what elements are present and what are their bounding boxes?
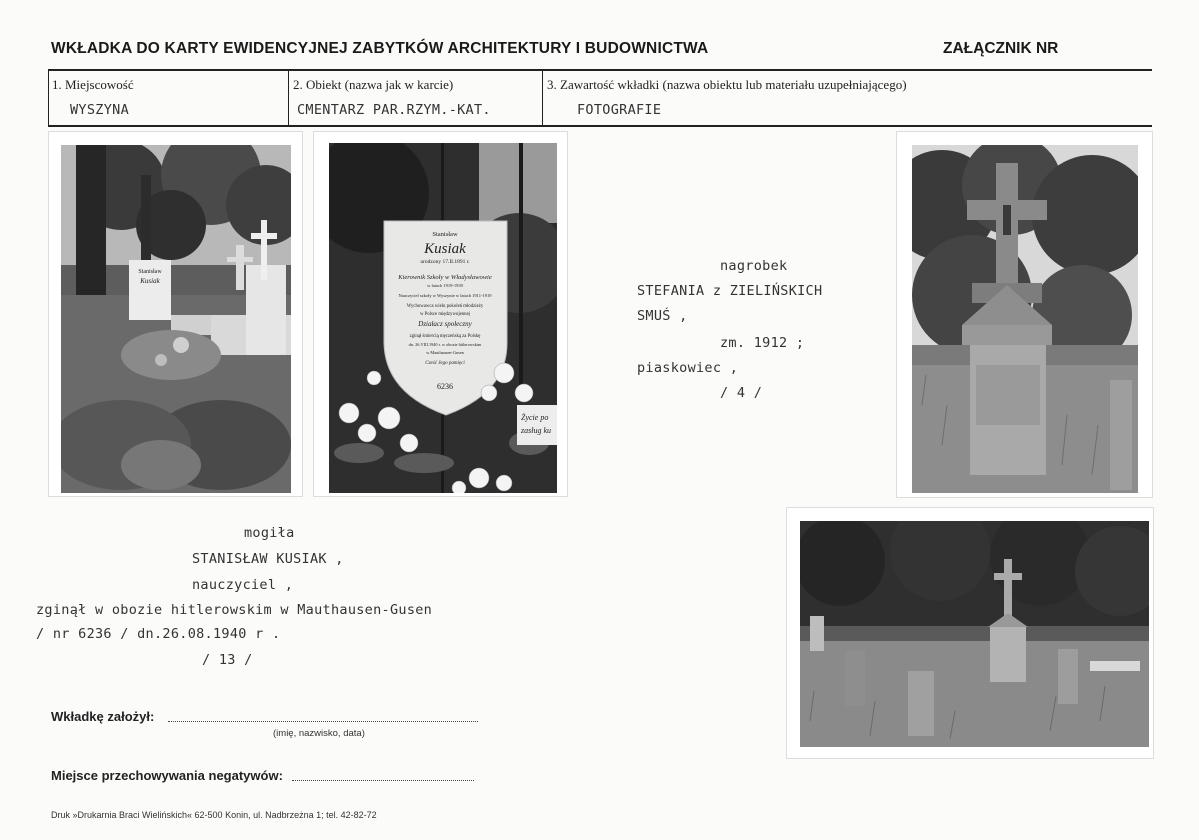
photo-grave-overview-image [61, 145, 291, 493]
photo-cemetery-overview [787, 508, 1153, 758]
negatives-location-line [292, 779, 474, 781]
photo2-plaque-line13: Cześć Jego pamięci [425, 361, 465, 366]
caption-right-line2: STEFANIA z ZIELIŃSKICH [637, 283, 823, 299]
caption-right-line3: SMUŚ , [637, 308, 688, 324]
caption-left-line1: mogiła [244, 525, 295, 541]
locality-value: WYSZYNA [70, 102, 129, 118]
created-by-line [168, 720, 478, 722]
photo2-plaque-line12: w Mauthausen-Gusen [426, 350, 464, 355]
caption-right-line6: / 4 / [720, 385, 763, 401]
photo2-plaque-line6: Nauczyciel szkoły w Wyszynie w latach 1911-1919 [398, 293, 492, 298]
photo2-plaque-line11: dn. 26.VIII.1940 r. w obozie hitlerowskim [408, 342, 482, 347]
field-divider-1 [48, 70, 49, 126]
photo-stone-cross-image [912, 145, 1138, 493]
photo2-plaque-line5: w latach 1919-1939 [427, 283, 463, 288]
created-by-label: Wkładkę założył: [51, 709, 155, 724]
caption-left-line2: STANISŁAW KUSIAK , [192, 551, 344, 567]
caption-right-line1: nagrobek [720, 258, 788, 274]
photo2-plaque-line7: Wychowawca wielu pokoleń młodzieży [406, 304, 484, 309]
negatives-location-label: Miejsce przechowywania negatywów: [51, 768, 283, 783]
photo2-plaque-line10: zginął śmiercią męczeńską za Polskę [409, 334, 481, 339]
annex-number-label: ZAŁĄCZNIK NR [943, 40, 1059, 57]
caption-right-line5: piaskowiec , [637, 360, 739, 376]
photo2-sign-line1: Życie po [521, 413, 549, 422]
photo2-plaque-line3: urodzony 17.II.1891 r. [420, 259, 470, 265]
photo2-plaque-line8: w Polsce międzywojennej [419, 312, 471, 317]
photo2-plaque-line2: Kusiak [424, 241, 466, 257]
created-by-hint: (imię, nazwisko, data) [273, 728, 365, 739]
field-divider-2 [288, 70, 289, 126]
locality-label: 1. Miejscowość [52, 77, 134, 92]
caption-right-line4: zm. 1912 ; [720, 335, 805, 351]
object-value: CMENTARZ PAR.RZYM.-KAT. [297, 102, 491, 118]
field-table-top-rule [48, 69, 1152, 71]
photo2-plaque-line1: Stanisław [432, 231, 458, 238]
photo2-plaque-line9: Działacz społeczny [418, 320, 472, 328]
photo2-plaque-number: 6236 [437, 382, 453, 391]
photo-stone-cross [897, 132, 1152, 497]
caption-left-line5: / nr 6236 / dn.26.08.1940 r . [36, 626, 281, 642]
photo1-plaque-line1: Stanisław [138, 269, 162, 275]
caption-left-line6: / 13 / [202, 652, 253, 668]
photo-plaque-closeup [314, 132, 567, 496]
photo2-sign-line2: zasług ku [521, 426, 551, 435]
contents-label: 3. Zawartość wkładki (nazwa obiektu lub materiału uzupełniającego) [547, 77, 907, 92]
field-divider-3 [542, 70, 543, 126]
photo-grave-overview [49, 132, 302, 496]
photo2-plaque-line4: Kierownik Szkoły w Władysławowie [398, 274, 492, 281]
printer-imprint: Druk »Drukarnia Braci Wielińskich« 62-500 Konin, ul. Nadbrzeżna 1; tel. 42-82-72 [51, 810, 377, 820]
photo-plaque-closeup-image [329, 143, 557, 493]
caption-left-line3: nauczyciel , [192, 577, 294, 593]
object-label: 2. Obiekt (nazwa jak w karcie) [293, 77, 454, 92]
contents-value: FOTOGRAFIE [577, 102, 662, 118]
document-title: WKŁADKA DO KARTY EWIDENCYJNEJ ZABYTKÓW ARCHITEKTURY I BUDOWNICTWA [51, 40, 709, 57]
caption-left-line4: zginął w obozie hitlerowskim w Mauthausen-Gusen [36, 602, 433, 618]
field-table-bottom-rule [48, 125, 1152, 127]
photo1-plaque-line2: Kusiak [140, 277, 160, 285]
photo-cemetery-overview-image [800, 521, 1149, 747]
